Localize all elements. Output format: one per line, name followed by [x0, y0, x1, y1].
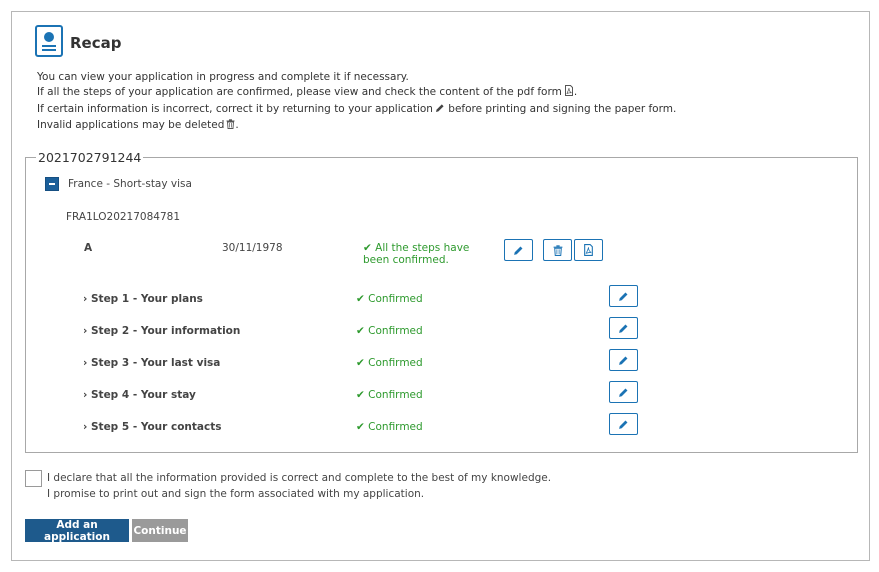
step-3-label[interactable]: › Step 3 - Your last visa [83, 357, 221, 369]
edit-step-4-button[interactable] [609, 381, 638, 403]
pdf-icon [564, 85, 574, 101]
step-2-status: ✔ Confirmed [356, 325, 423, 337]
page-title: Recap [70, 34, 122, 52]
collapse-toggle-button[interactable] [45, 177, 59, 191]
pencil-icon [618, 387, 629, 398]
application-number: 2021702791244 [38, 150, 142, 165]
application-reference: FRA1LO20217084781 [66, 211, 180, 223]
declaration-text [47, 471, 551, 502]
intro-line-2: If all the steps of your application are confirmed, please view and check the content of the pdf form . [37, 85, 676, 101]
edit-step-2-button[interactable] [609, 317, 638, 339]
check-icon: ✔ [356, 389, 365, 401]
edit-step-3-button[interactable] [609, 349, 638, 371]
trash-icon [553, 245, 563, 256]
applicant-status: ✔ All the steps have been confirmed. [363, 242, 470, 266]
edit-application-button[interactable] [504, 239, 533, 261]
step-3-status: ✔ Confirmed [356, 357, 423, 369]
pencil-icon [513, 245, 524, 256]
intro-text [37, 70, 676, 134]
pdf-icon [583, 244, 594, 256]
applicant-birth-date: 30/11/1978 [222, 242, 283, 254]
check-icon: ✔ [356, 421, 365, 433]
visa-type-label: France - Short-stay visa [68, 178, 192, 190]
pencil-icon [618, 355, 629, 366]
continue-button[interactable]: Continue [132, 519, 188, 542]
step-5-status: ✔ Confirmed [356, 421, 423, 433]
step-2-label[interactable]: › Step 2 - Your information [83, 325, 241, 337]
pencil-icon [618, 291, 629, 302]
step-1-label[interactable]: › Step 1 - Your plans [83, 293, 203, 305]
pencil-icon [435, 103, 445, 118]
intro-line-4: Invalid applications may be deleted . [37, 118, 676, 134]
view-pdf-button[interactable] [574, 239, 603, 261]
intro-line-1: You can view your application in progress and complete it if necessary. [37, 71, 409, 83]
pencil-icon [618, 419, 629, 430]
add-application-button[interactable]: Add an application [25, 519, 129, 542]
step-5-label[interactable]: › Step 5 - Your contacts [83, 421, 222, 433]
recap-panel [11, 11, 870, 561]
declaration-checkbox[interactable] [25, 470, 42, 487]
id-card-icon [35, 25, 63, 57]
intro-line-3: If certain information is incorrect, correct it by returning to your application before printing and signing the paper form. [37, 102, 676, 118]
delete-application-button[interactable] [543, 239, 572, 261]
edit-step-5-button[interactable] [609, 413, 638, 435]
step-1-status: ✔ Confirmed [356, 293, 423, 305]
pencil-icon [618, 323, 629, 334]
step-4-label[interactable]: › Step 4 - Your stay [83, 389, 196, 401]
declaration-line-1: I declare that all the information provided is correct and complete to the best of my knowledge. [47, 472, 552, 484]
declaration-line-2: I promise to print out and sign the form associated with my application. [47, 487, 425, 500]
check-icon: ✔ [363, 242, 372, 254]
check-icon: ✔ [356, 357, 365, 369]
applicant-name: A [84, 242, 93, 254]
check-icon: ✔ [356, 325, 365, 337]
step-4-status: ✔ Confirmed [356, 389, 423, 401]
edit-step-1-button[interactable] [609, 285, 638, 307]
check-icon: ✔ [356, 293, 365, 305]
application-group [25, 150, 858, 453]
